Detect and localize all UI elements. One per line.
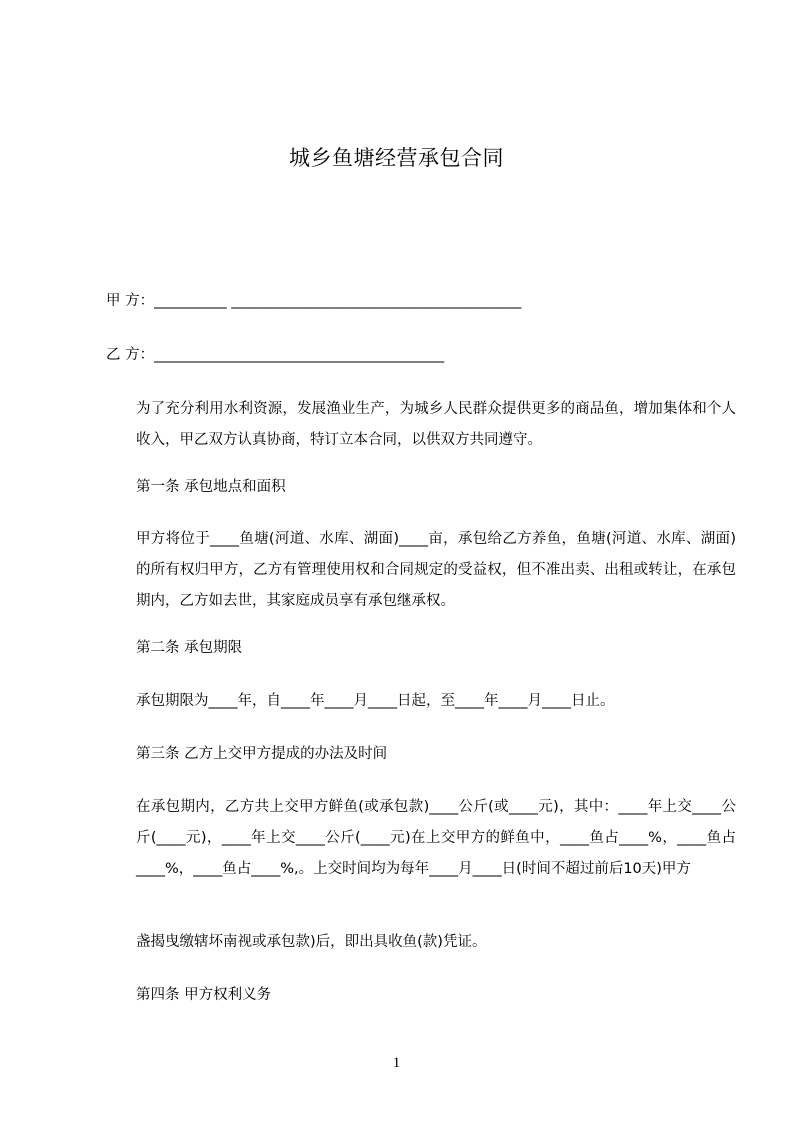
article-2-body: 承包期限为____年，自____年____月____日起，至____年____月____日止。 [136,693,615,709]
article-4-heading: 第四条 甲方权利义务 [136,987,272,1003]
document-title: 城乡鱼塘经营承包合同 [289,146,504,170]
page-number: 1 [392,1055,401,1071]
article-3-body: 在承包期内，乙方共上交甲方鲜鱼(或承包款)____公斤(或____元)，其中：____年上交____公斤(____元)，____年上交____公斤(____元)在上交甲方的鲜鱼中，____鱼占____%，____鱼占____%，____鱼占____%,。上交时间均为每年____月____日(时间不超过前后10天)甲方 [136,799,736,877]
article-3-heading: 第三条 乙方上交甲方提成的办法及时间 [136,746,388,762]
article-1-heading: 第一条 承包地点和面积 [136,479,286,495]
article-2-heading: 第二条 承包期限 [136,640,243,656]
article-3-body-continued: 盏揭曳缴辖坏南视或承包款)后，即出具收鱼(款)凭证。 [136,934,487,950]
article-1-body: 甲方将位于____鱼塘(河道、水库、湖面)____亩，承包给乙方养鱼，鱼塘(河道、水库、湖面)的所有权归甲方，乙方有管理使用权和合同规定的受益权，但不准出卖、出租或转让，在承包期内，乙方如去世，其家庭成员享有承包继承权。 [136,531,736,609]
party-b-line: 乙 方：________________________________________ [106,347,445,363]
party-a-line: 甲 方：__________ ________________________________________ [106,293,522,309]
intro-paragraph: 为了充分利用水利资源，发展渔业生产，为城乡人民群众提供更多的商品鱼，增加集体和个人收入，甲乙双方认真协商，特订立本合同，以供双方共同遵守。 [136,401,736,448]
